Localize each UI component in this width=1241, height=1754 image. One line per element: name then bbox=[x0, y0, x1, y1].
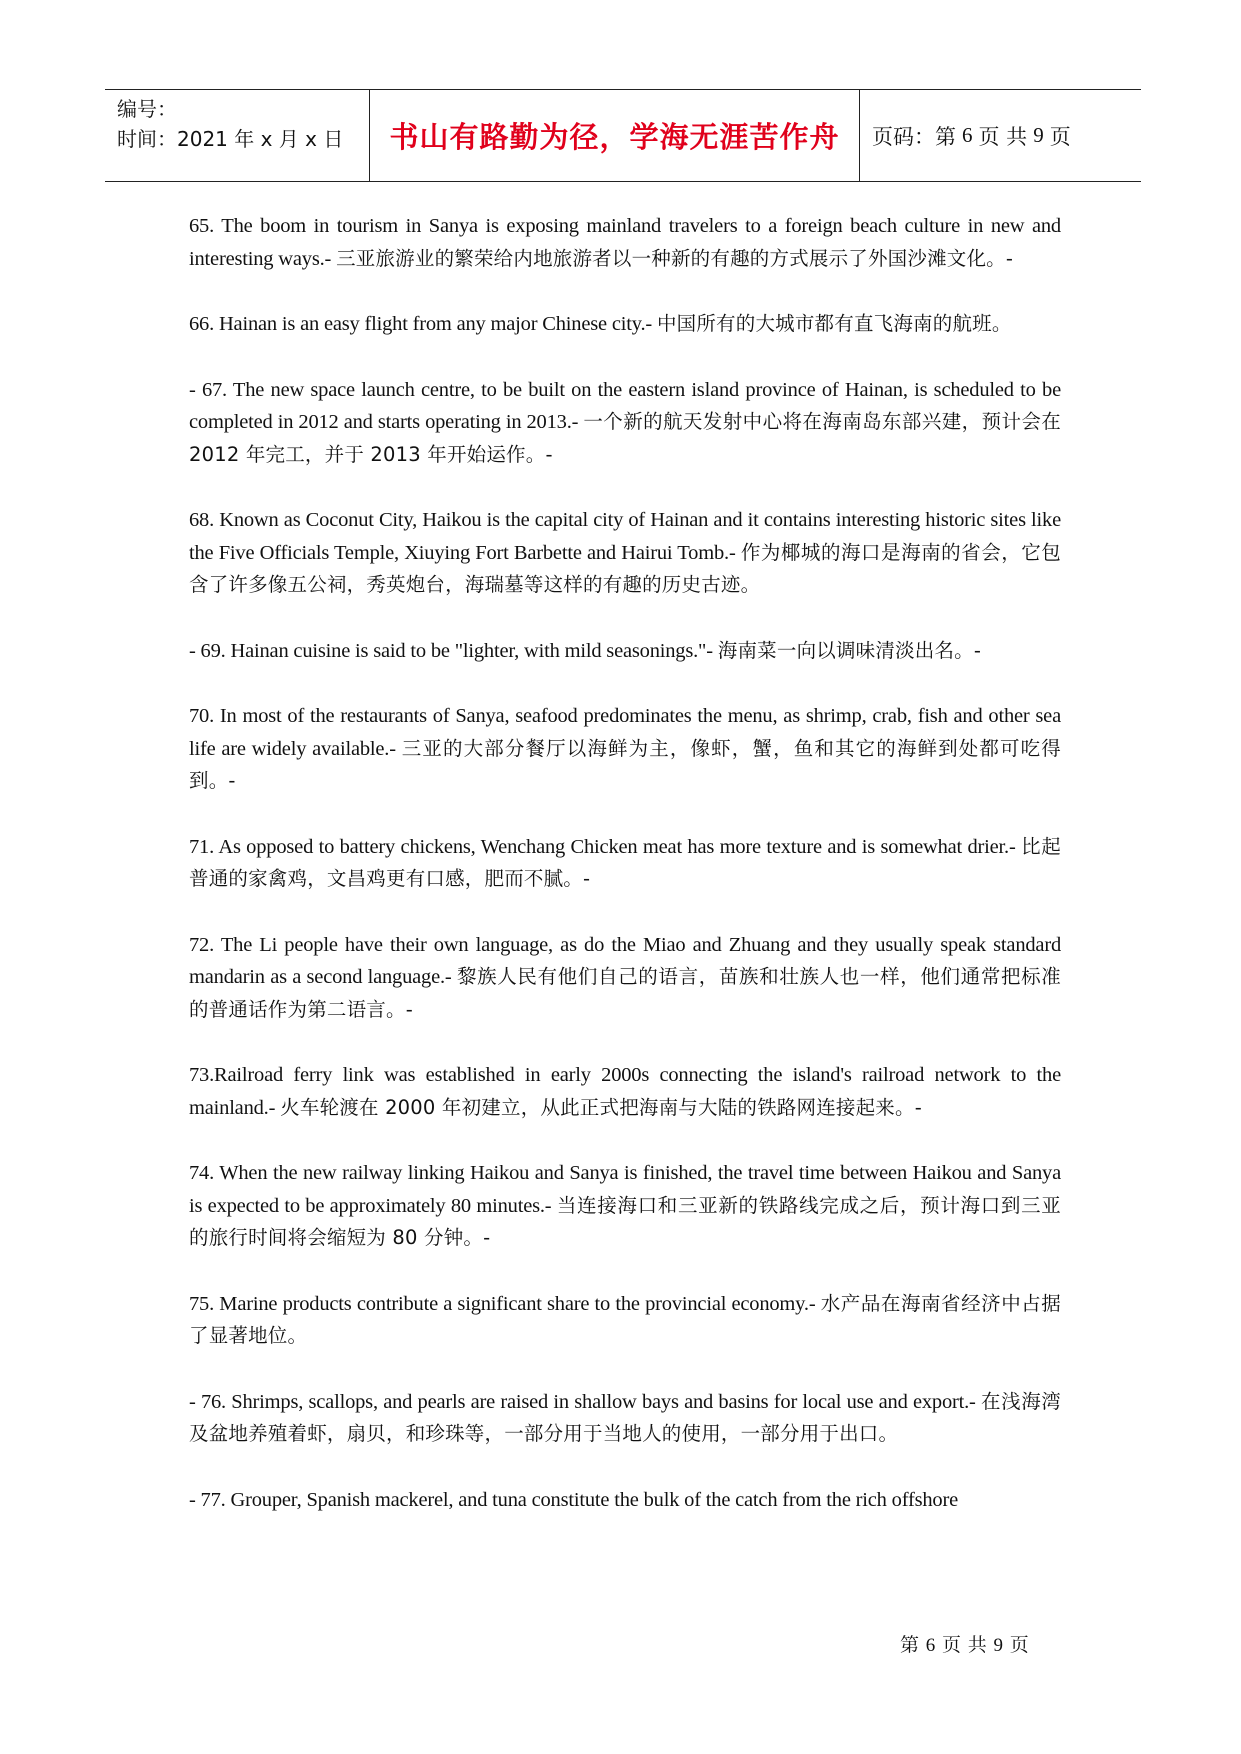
paragraph-en: - 69. Hainan cuisine is said to be "lighter, with mild seasonings."- bbox=[189, 639, 718, 662]
paragraph-74 bbox=[189, 1157, 1061, 1255]
paragraph-en: - 77. Grouper, Spanish mackerel, and tuna constitute the bulk of the catch from the rich offshore bbox=[189, 1488, 958, 1511]
paragraph-zh: 比起普通的家禽鸡，文昌鸡更有口感，肥而不腻。- bbox=[189, 834, 1061, 890]
paragraph-67 bbox=[189, 374, 1061, 472]
paragraph-en: - 67. The new space launch centre, to be built on the eastern island province of Hainan, is scheduled to be completed in 2012 and starts operating in 2013.- bbox=[189, 378, 1061, 433]
paragraph-72 bbox=[189, 929, 1061, 1027]
page-current: 6 bbox=[962, 123, 973, 147]
paragraph-68 bbox=[189, 504, 1061, 602]
header-meta-cell bbox=[105, 90, 370, 181]
paragraph-en: 65. The boom in tourism in Sanya is exposing mainland travelers to a foreign beach culture in new and interesting ways.- bbox=[189, 215, 1061, 270]
paragraph-zh: 中国所有的大城市都有直飞海南的航班。 bbox=[656, 312, 1012, 335]
paragraph-zh: 水产品在海南省经济中占据了显著地位。 bbox=[189, 1291, 1062, 1347]
paragraph-en: 73.Railroad ferry link was established in early 2000s connecting the island's railroad network to the mainland.- bbox=[189, 1064, 1061, 1119]
motto-text: 书山有路勤为径，学海无涯苦作舟 bbox=[389, 120, 840, 154]
page-suffix: 页 bbox=[1049, 124, 1071, 149]
paragraph-en: 75. Marine products contribute a significant share to the provincial economy.- bbox=[189, 1292, 821, 1315]
date-label: 时间：2021 年 x 月 x 日 bbox=[117, 127, 344, 151]
paragraph-zh: 当连接海口和三亚新的铁路线完成之后，预计海口到三亚的旅行时间将会缩短为 80 分钟。- bbox=[189, 1193, 1061, 1249]
paragraph-en: 74. When the new railway linking Haikou and Sanya is finished, the travel time between Haikou and Sanya is expected to be approximately 80 minutes.- bbox=[189, 1162, 1061, 1217]
paragraph-en: 72. The Li people have their own language, as do the Miao and Zhuang and they usually speak standard mandarin as a second language.- bbox=[189, 933, 1061, 988]
paragraph-en: 70. In most of the restaurants of Sanya, seafood predominates the menu, as shrimp, crab, fish and other sea life are widely available.- bbox=[189, 705, 1061, 760]
paragraph-zh: 在浅海湾及盆地养殖着虾，扇贝，和珍珠等，一部分用于当地人的使用，一部分用于出口。 bbox=[189, 1389, 1061, 1445]
paragraph-zh: 黎族人民有他们自己的语言，苗族和壮族人也一样，他们通常把标准的普通话作为第二语言。- bbox=[189, 965, 1061, 1021]
paragraph-zh: 三亚的大部分餐厅以海鲜为主，像虾，蟹，鱼和其它的海鲜到处都可吃得到。- bbox=[189, 736, 1061, 792]
page-header bbox=[105, 89, 1141, 182]
serial-number-label: 编号： bbox=[117, 97, 177, 121]
paragraph-69 bbox=[189, 635, 1061, 668]
paragraph-en: 71. As opposed to battery chickens, Wenchang Chicken meat has more texture and is somewhat drier.- bbox=[189, 835, 1022, 858]
page-mid: 页 共 bbox=[978, 124, 1028, 149]
paragraph-75 bbox=[189, 1288, 1061, 1353]
page-prefix: 页码：第 bbox=[872, 124, 956, 149]
paragraph-zh: 一个新的航天发射中心将在海南岛东部兴建，预计会在 2012 年完工，并于 2013 年开始运作。- bbox=[189, 410, 1061, 466]
paragraph-70 bbox=[189, 700, 1061, 798]
paragraph-zh: 三亚旅游业的繁荣给内地旅游者以一种新的有趣的方式展示了外国沙滩文化。- bbox=[336, 246, 1014, 270]
header-motto-cell bbox=[370, 90, 860, 181]
document-body bbox=[189, 210, 1061, 1549]
header-page-cell bbox=[860, 90, 1141, 181]
paragraph-77 bbox=[189, 1484, 1061, 1517]
paragraph-71 bbox=[189, 831, 1061, 896]
paragraph-zh: 作为椰城的海口是海南的省会，它包含了许多像五公祠，秀英炮台，海瑞墓等这样的有趣的历史古迹。 bbox=[189, 540, 1061, 596]
paragraph-zh: 火车轮渡在 2000 年初建立，从此正式把海南与大陆的铁路网连接起来。- bbox=[280, 1095, 922, 1119]
page-total: 9 bbox=[1033, 123, 1044, 147]
paragraph-en: 68. Known as Coconut City, Haikou is the capital city of Hainan and it contains interesting historic sites like the Five Officials Temple, Xiuying Fort Barbette and Hairui Tomb.- bbox=[189, 509, 1061, 564]
page-footer-number: 第 6 页 共 9 页 bbox=[900, 1635, 1030, 1656]
paragraph-en: - 76. Shrimps, scallops, and pearls are raised in shallow bays and basins for local use and export.- bbox=[189, 1390, 981, 1413]
paragraph-66 bbox=[189, 308, 1061, 341]
paragraph-76 bbox=[189, 1386, 1061, 1451]
paragraph-zh: 海南菜一向以调味清淡出名。- bbox=[717, 638, 982, 662]
paragraph-73 bbox=[189, 1059, 1061, 1124]
paragraph-65 bbox=[189, 210, 1061, 275]
paragraph-en: 66. Hainan is an easy flight from any major Chinese city.- bbox=[189, 313, 657, 335]
